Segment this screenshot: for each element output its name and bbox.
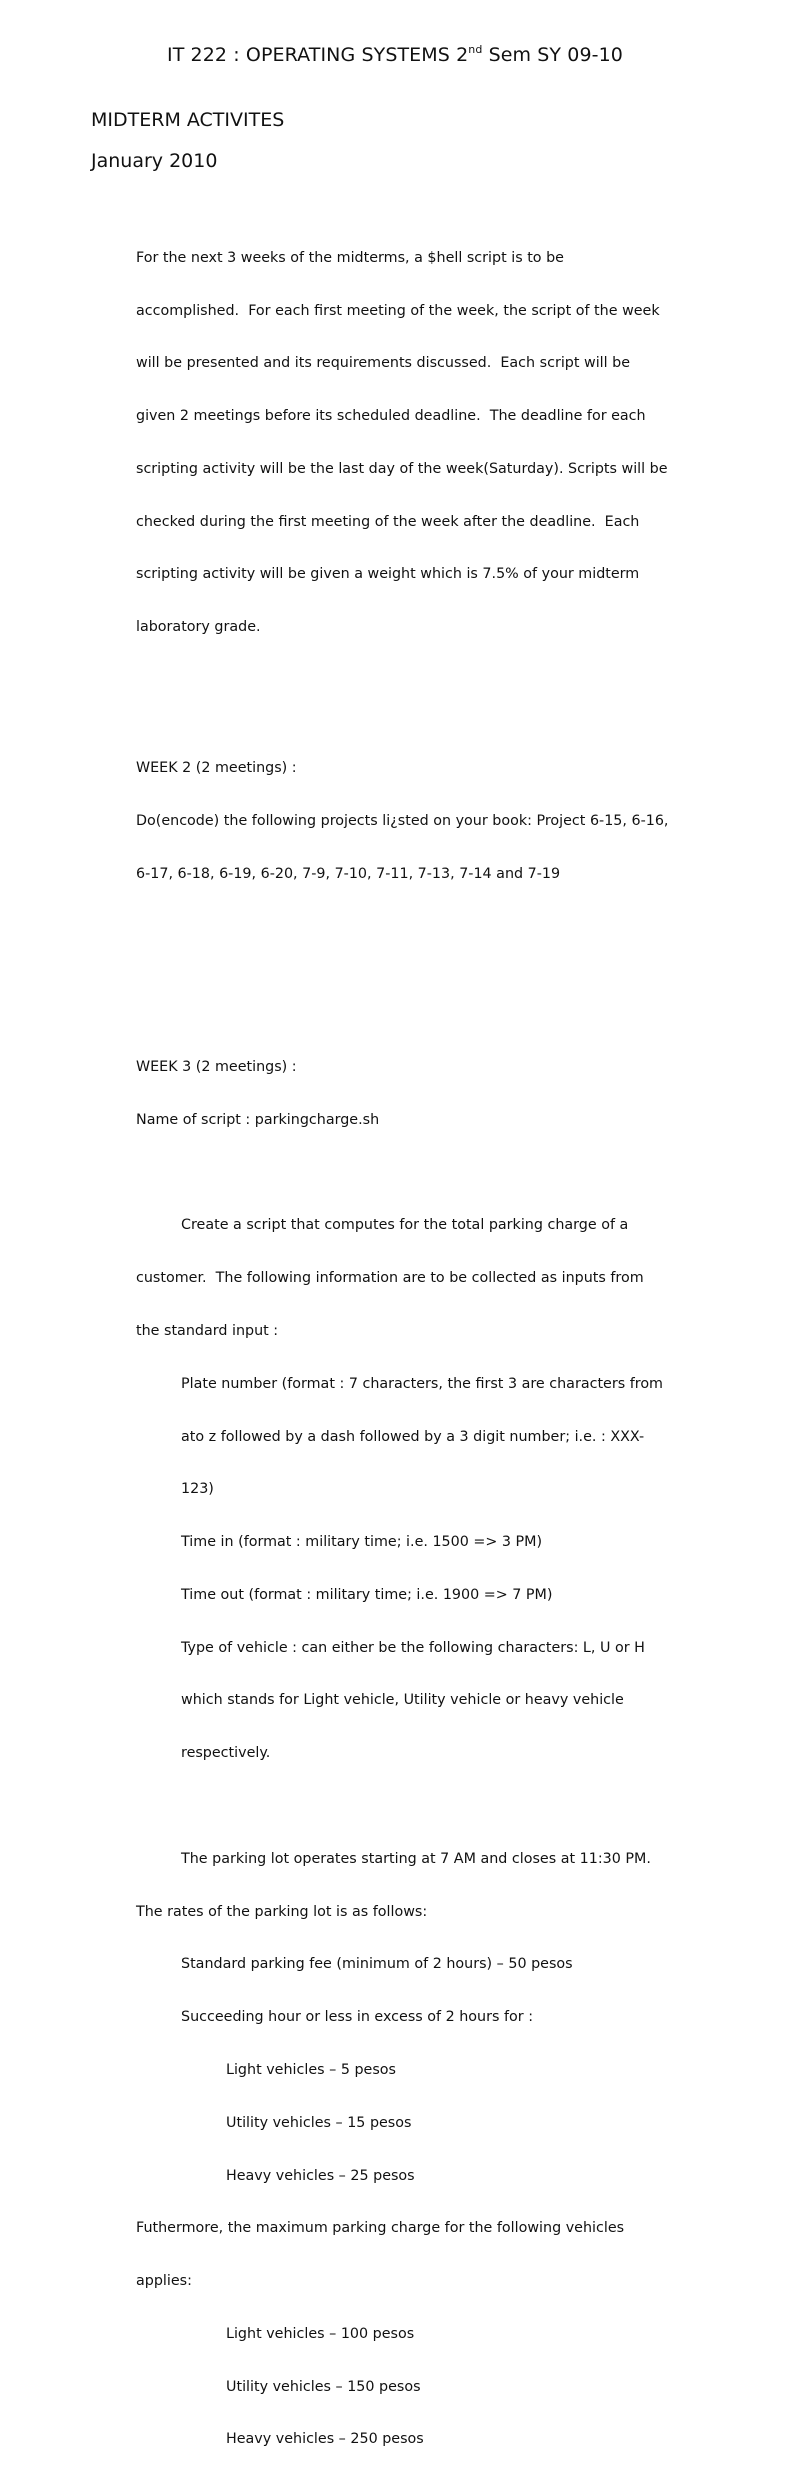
input-spec-line: Plate number (format : 7 characters, the first 3 are characters from — [181, 1375, 663, 1392]
midterm-heading: MIDTERM ACTIVITES — [91, 109, 285, 131]
input-spec-line: Time in (format : military time; i.e. 1500 => 3 PM) — [181, 1534, 543, 1551]
input-spec-line: Type of vehicle : can either be the following characters: L, U or H — [181, 1639, 645, 1656]
intro-line: laboratory grade. — [136, 619, 261, 636]
excess-rate-item: Heavy vehicles – 25 pesos — [226, 2167, 415, 2184]
max-charge-line: applies: — [136, 2273, 192, 2290]
intro-line: For the next 3 weeks of the midterms, a $hell script is to be — [136, 249, 564, 266]
input-spec-line: respectively. — [181, 1745, 271, 1762]
intro-line: will be presented and its requirements discussed. Each script will be — [136, 355, 631, 372]
excess-rate-item: Utility vehicles – 15 pesos — [226, 2114, 412, 2131]
max-rate-item: Light vehicles – 100 pesos — [226, 2325, 415, 2342]
intro-line: checked during the first meeting of the week after the deadline. Each — [136, 513, 640, 530]
hours-line: The parking lot operates starting at 7 AM and closes at 11:30 PM. — [181, 1850, 651, 1867]
week2-line: 6-17, 6-18, 6-19, 6-20, 7-9, 7-10, 7-11, 7-13, 7-14 and 7-19 — [136, 865, 561, 882]
max-charge-line: Futhermore, the maximum parking charge for the following vehicles — [136, 2220, 625, 2237]
max-rate-item: Heavy vehicles – 250 pesos — [226, 2431, 424, 2448]
week3-title: WEEK 3 (2 meetings) : — [136, 1059, 297, 1076]
excess-rate-item: Light vehicles – 5 pesos — [226, 2061, 396, 2078]
standard-fee-line: Standard parking fee (minimum of 2 hours) – 50 pesos — [181, 1956, 573, 1973]
intro-line: scripting activity will be given a weight which is 7.5% of your midterm — [136, 566, 640, 583]
input-spec-line: ato z followed by a dash followed by a 3 digit number; i.e. : XXX- — [181, 1428, 645, 1445]
week2-line: Do(encode) the following projects li¿sted on your book: Project 6-15, 6-16, — [136, 812, 669, 829]
succeeding-hour-line: Succeeding hour or less in excess of 2 hours for : — [181, 2009, 534, 2026]
week3-desc-line: the standard input : — [136, 1323, 279, 1339]
intro-line: accomplished. For each first meeting of the week, the script of the week — [136, 302, 660, 319]
document-body — [136, 197, 736, 2484]
week3-desc-line: Create a script that computes for the total parking charge of a — [181, 1217, 629, 1234]
week3-desc-line: customer. The following information are to be collected as inputs from — [136, 1270, 644, 1287]
rates-intro-line: The rates of the parking lot is as follows: — [136, 1903, 428, 1920]
intro-line: given 2 meetings before its scheduled deadline. The deadline for each — [136, 408, 646, 425]
date-heading: January 2010 — [91, 150, 218, 172]
intro-line: scripting activity will be the last day of the week(Saturday). Scripts will be — [136, 460, 668, 477]
script-name: Name of script : parkingcharge.sh — [136, 1111, 380, 1128]
max-rate-item: Utility vehicles – 150 pesos — [226, 2378, 421, 2395]
input-spec-line: 123) — [181, 1481, 214, 1498]
input-spec-line: which stands for Light vehicle, Utility vehicle or heavy vehicle — [181, 1692, 624, 1709]
course-title: IT 222 : OPERATING SYSTEMS 2nd Sem SY 09-10 — [167, 43, 623, 66]
input-spec-line: Time out (format : military time; i.e. 1900 => 7 PM) — [181, 1586, 553, 1603]
week2-title: WEEK 2 (2 meetings) : — [136, 760, 297, 776]
